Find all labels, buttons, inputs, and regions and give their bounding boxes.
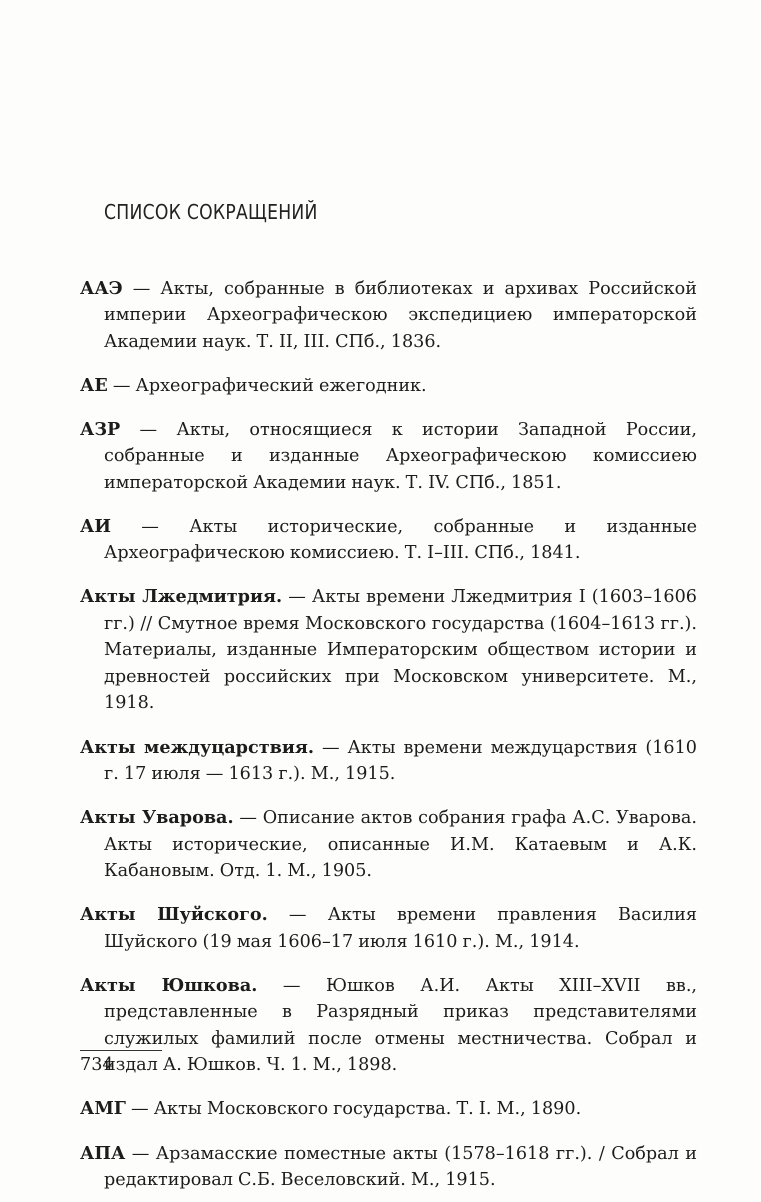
entry-text: — Акты, собранные в библиотеках и архивах Российской империи Археографическою экспедициею императорской Академии наук. Т. II, III. СПб., 1836. — [104, 278, 697, 352]
entry-akty-mezhdutsarstviya — [80, 735, 697, 788]
abbreviation-list — [80, 258, 697, 1202]
entry-abbr: Акты Лжедмитрия. — [80, 586, 283, 608]
entry-text: — Акты времени правления Василия Шуйского (19 мая 1606–17 июля 1610 г.). М., 1914. — [104, 905, 697, 952]
page-number: 734 — [80, 1055, 114, 1075]
entry-ae — [80, 373, 697, 400]
entry-abbr: Акты Шуйского. — [80, 904, 268, 926]
entry-text: — Археографический ежегодник. — [107, 375, 427, 396]
entry-abbr: АЗР — [80, 418, 121, 440]
entry-ai — [80, 514, 697, 567]
page-title: СПИСОК СОКРАЩЕНИЙ — [104, 200, 318, 224]
entry-text: — Юшков А.И. Акты XIII–XVII вв., представленные в Разрядный приказ представителями служилых фамилий после отмены местничества. Собрал и издал А. Юшков. Ч. 1. М., 1898. — [104, 975, 697, 1076]
entry-akty-lzhedmitriya — [80, 584, 697, 717]
entry-abbr: АМГ — [80, 1098, 126, 1120]
entry-apa — [80, 1141, 697, 1194]
footer-rule — [80, 1050, 162, 1051]
entry-akty-yushkova — [80, 973, 697, 1079]
entry-akty-shuiskogo — [80, 902, 697, 955]
entry-text: — Арзамасские поместные акты (1578–1618 гг.). / Собрал и редактировал С.Б. Веселовский. М., 1915. — [104, 1143, 697, 1191]
entry-abbr: ААЭ — [80, 277, 123, 299]
entry-akty-uvarova — [80, 805, 697, 885]
entry-text: — Описание актов собрания графа А.С. Уварова. Акты исторические, описанные И.М. Катаевым и А.К. Кабановым. Отд. 1. М., 1905. — [104, 808, 697, 882]
entry-text: — Акты времени междуцарствия (1610 г. 17 июля — 1613 г.). М., 1915. — [104, 737, 698, 785]
entry-amg — [80, 1096, 697, 1123]
entry-text: — Акты времени Лжедмитрия I (1603–1606 гг.) // Смутное время Московского государства (1604–1613 гг.). Материалы, изданные Императорским обществом истории и древностей российских при Московском университете. М., 1918. — [104, 587, 698, 714]
entry-text: — Акты Московского государства. Т. I. М., 1890. — [125, 1099, 582, 1120]
entry-abbr: Акты междуцарствия. — [80, 736, 314, 758]
entry-abbr: Акты Юшкова. — [80, 974, 258, 996]
entry-text: — Акты, относящиеся к истории Западной России, собранные и изданные Археографическою комиссиею императорской Академии наук. Т. IV. СПб., 1851. — [104, 419, 697, 493]
entry-abbr: АИ — [80, 515, 111, 537]
entry-aae — [80, 276, 697, 356]
entry-text: — Акты исторические, собранные и изданные Археографическою комиссиею. Т. I–III. СПб., 1841. — [104, 516, 697, 564]
entry-azr — [80, 417, 697, 497]
entry-abbr: АПА — [80, 1142, 126, 1164]
entry-abbr: Акты Уварова. — [80, 807, 234, 829]
entry-abbr: АЕ — [80, 374, 108, 396]
